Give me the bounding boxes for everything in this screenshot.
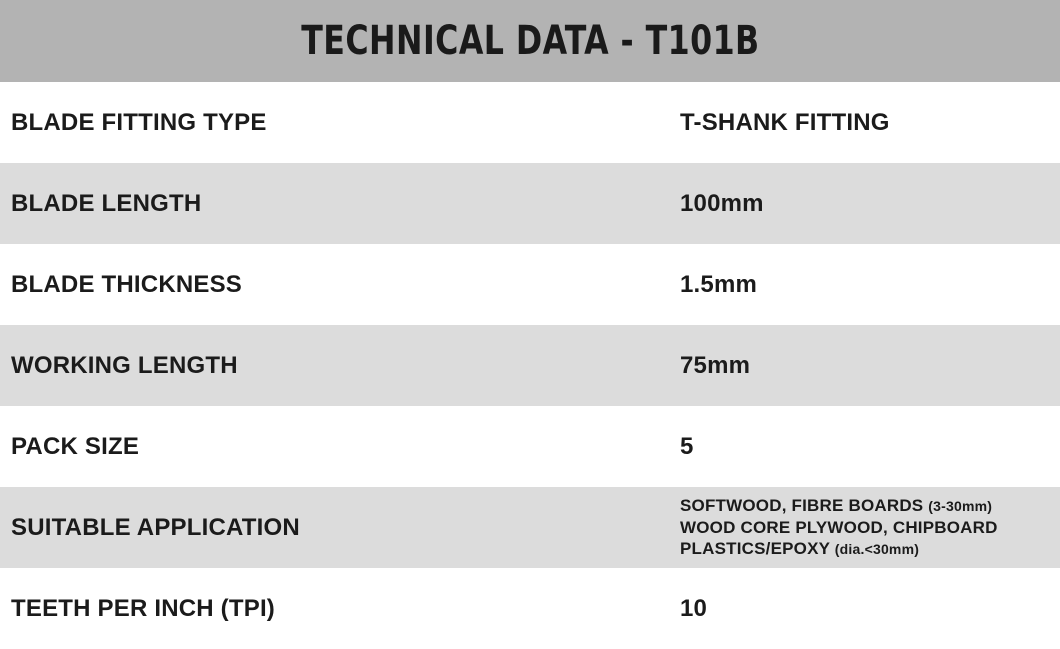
row-value-teeth-per-inch: 10 (680, 594, 708, 622)
application-line-text: PLASTICS/EPOXY (680, 539, 830, 559)
row-value-working-length: 75mm (680, 351, 751, 379)
application-line-text: WOOD CORE PLYWOOD, CHIPBOARD (680, 517, 998, 537)
row-label-blade-thickness: BLADE THICKNESS (11, 270, 243, 298)
application-line-note: (3-30mm) (928, 497, 993, 514)
table-row (0, 244, 1060, 325)
application-line (680, 517, 1052, 539)
row-value-suitable-application (680, 495, 1060, 560)
row-value-pack-size: 5 (680, 432, 694, 460)
application-line (680, 495, 1052, 517)
table-row (0, 568, 1060, 649)
row-label-blade-length: BLADE LENGTH (11, 189, 202, 217)
application-line-text: SOFTWOOD, FIBRE BOARDS (680, 495, 924, 515)
table-header (0, 0, 1060, 82)
row-label-pack-size: PACK SIZE (11, 432, 140, 460)
row-value-blade-length: 100mm (680, 189, 764, 217)
row-label-working-length: WORKING LENGTH (11, 351, 238, 379)
table-row (0, 163, 1060, 244)
row-value-blade-thickness: 1.5mm (680, 270, 758, 298)
table-row (0, 487, 1060, 568)
row-label-teeth-per-inch: TEETH PER INCH (TPI) (11, 594, 276, 622)
page-title: TECHNICAL DATA - T101B (300, 18, 760, 64)
table-row (0, 325, 1060, 406)
application-line-note: (dia.<30mm) (834, 541, 920, 558)
row-label-blade-fitting-type: BLADE FITTING TYPE (11, 108, 267, 136)
row-value-blade-fitting-type: T-SHANK FITTING (680, 108, 890, 136)
table-row (0, 82, 1060, 163)
table-row (0, 406, 1060, 487)
row-label-suitable-application: SUITABLE APPLICATION (11, 513, 300, 541)
application-line (680, 538, 1052, 560)
